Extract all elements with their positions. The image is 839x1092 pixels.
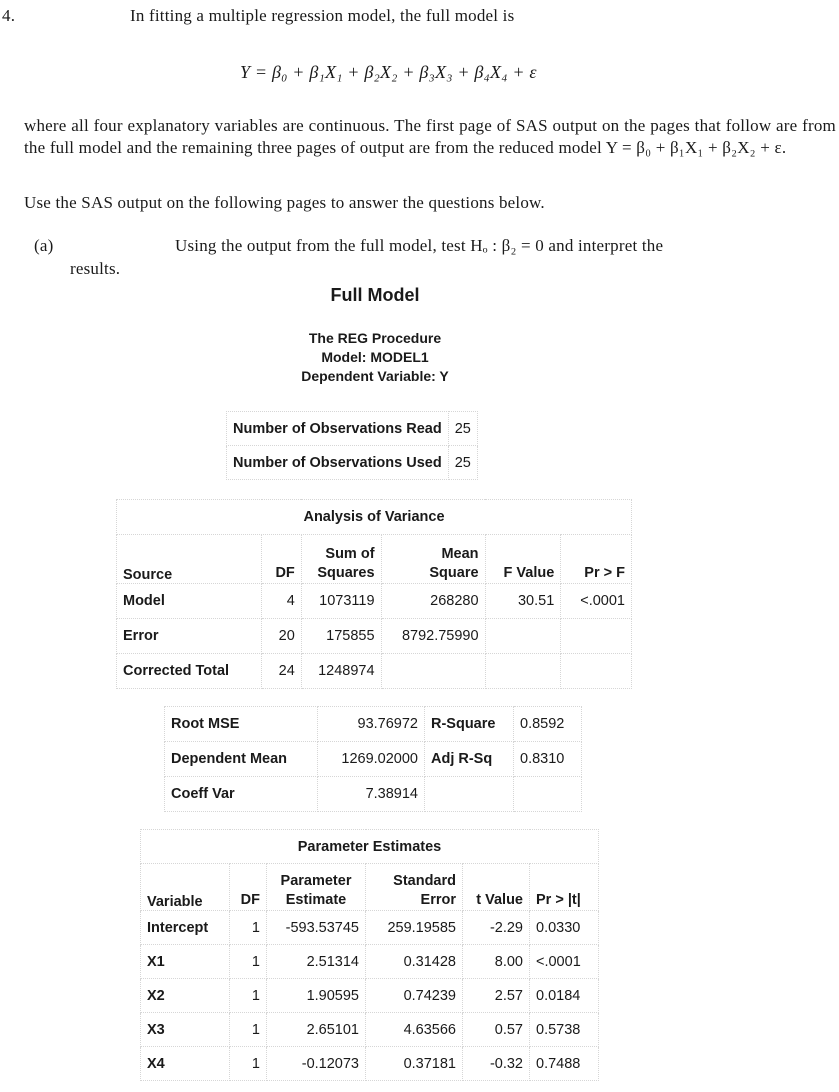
table-row bbox=[117, 654, 632, 689]
param-p: 0.0330 bbox=[530, 911, 599, 945]
param-estimate: -593.53745 bbox=[267, 911, 366, 945]
param-t: -2.29 bbox=[463, 911, 530, 945]
anova-ss: 175855 bbox=[301, 619, 381, 654]
anova-p bbox=[561, 619, 632, 654]
param-t: -0.32 bbox=[463, 1047, 530, 1081]
param-t: 2.57 bbox=[463, 979, 530, 1013]
model-name: Model: MODEL1 bbox=[321, 349, 429, 365]
fit-statistics-table bbox=[164, 706, 582, 812]
obs-value: 25 bbox=[448, 446, 477, 480]
anova-source: Corrected Total bbox=[117, 654, 262, 689]
anova-f bbox=[485, 654, 561, 689]
question-number: 4. bbox=[2, 6, 16, 25]
anova-source: Model bbox=[117, 584, 262, 619]
param-df: 1 bbox=[230, 911, 267, 945]
param-se: 259.19585 bbox=[366, 911, 463, 945]
anova-source: Error bbox=[117, 619, 262, 654]
param-p: 0.5738 bbox=[530, 1013, 599, 1047]
anova-ms bbox=[381, 654, 485, 689]
parameter-estimates-table bbox=[140, 829, 599, 1081]
param-variable: Intercept bbox=[141, 911, 230, 945]
anova-df: 4 bbox=[262, 584, 301, 619]
param-df: 1 bbox=[230, 1013, 267, 1047]
table-row bbox=[117, 619, 632, 654]
fit-value bbox=[514, 777, 582, 812]
table-row bbox=[227, 446, 478, 480]
anova-ms: 268280 bbox=[381, 584, 485, 619]
table-caption-row bbox=[117, 500, 632, 535]
part-a-continuation: results. bbox=[70, 259, 121, 278]
param-t: 8.00 bbox=[463, 945, 530, 979]
param-p: 0.0184 bbox=[530, 979, 599, 1013]
header-df: DF bbox=[262, 535, 301, 584]
param-t: 0.57 bbox=[463, 1013, 530, 1047]
header-mean-square: Mean Square bbox=[381, 535, 485, 584]
anova-p: <.0001 bbox=[561, 584, 632, 619]
param-variable: X4 bbox=[141, 1047, 230, 1081]
table-row bbox=[165, 707, 582, 742]
table-row bbox=[165, 777, 582, 812]
procedure-header bbox=[0, 329, 750, 386]
param-estimate: -0.12073 bbox=[267, 1047, 366, 1081]
anova-table bbox=[116, 499, 632, 689]
table-row bbox=[165, 742, 582, 777]
output-title: Full Model bbox=[330, 285, 420, 305]
header-variable: Variable bbox=[141, 864, 230, 911]
header-source: Source bbox=[117, 535, 262, 584]
param-se: 4.63566 bbox=[366, 1013, 463, 1047]
table-row bbox=[117, 584, 632, 619]
header-pr-t: Pr > |t| bbox=[530, 864, 599, 911]
procedure-name: The REG Procedure bbox=[308, 330, 442, 346]
header-df: DF bbox=[230, 864, 267, 911]
table-row bbox=[141, 1047, 599, 1081]
fit-label: Adj R-Sq bbox=[425, 742, 514, 777]
param-se: 0.37181 bbox=[366, 1047, 463, 1081]
observations-table bbox=[226, 411, 478, 480]
fit-value: 1269.02000 bbox=[318, 742, 425, 777]
obs-value: 25 bbox=[448, 412, 477, 446]
table-header-row bbox=[141, 864, 599, 911]
fit-label: R-Square bbox=[425, 707, 514, 742]
table-row bbox=[141, 911, 599, 945]
table-row bbox=[141, 945, 599, 979]
table-row bbox=[141, 979, 599, 1013]
obs-label: Number of Observations Used bbox=[227, 446, 449, 480]
param-se: 0.31428 bbox=[366, 945, 463, 979]
question-paragraph: where all four explanatory variables are continuous. The first page of SAS output on the pages that follow are from the full model and the remaining three pages of output are from the reduced model Y = β₀ + β₁X₁ + β₂X₂ + ε. bbox=[24, 116, 836, 157]
param-df: 1 bbox=[230, 979, 267, 1013]
table-row bbox=[227, 412, 478, 446]
param-p: 0.7488 bbox=[530, 1047, 599, 1081]
param-estimate: 1.90595 bbox=[267, 979, 366, 1013]
header-sum-of-squares: Sum of Squares bbox=[301, 535, 381, 584]
part-a-text: Using the output from the full model, test Hₒ : β₂ = 0 and interpret the bbox=[175, 236, 664, 255]
obs-label: Number of Observations Read bbox=[227, 412, 449, 446]
table-header-row bbox=[117, 535, 632, 584]
anova-ms: 8792.75990 bbox=[381, 619, 485, 654]
part-a-label: (a) bbox=[34, 236, 54, 255]
fit-value: 7.38914 bbox=[318, 777, 425, 812]
header-t-value: t Value bbox=[463, 864, 530, 911]
header-f-value: F Value bbox=[485, 535, 561, 584]
param-p: <.0001 bbox=[530, 945, 599, 979]
param-variable: X2 bbox=[141, 979, 230, 1013]
fit-label: Coeff Var bbox=[165, 777, 318, 812]
table-caption-row bbox=[141, 830, 599, 864]
dependent-variable: Dependent Variable: Y bbox=[301, 368, 449, 384]
anova-f bbox=[485, 619, 561, 654]
parameters-caption: Parameter Estimates bbox=[141, 830, 599, 864]
anova-caption: Analysis of Variance bbox=[117, 500, 632, 535]
param-estimate: 2.65101 bbox=[267, 1013, 366, 1047]
anova-ss: 1073119 bbox=[301, 584, 381, 619]
anova-p bbox=[561, 654, 632, 689]
full-model-equation: Y = β₀ + β₁X₁ + β₂X₂ + β₃X₃ + β₄X₄ + ε bbox=[240, 62, 537, 82]
anova-ss: 1248974 bbox=[301, 654, 381, 689]
param-variable: X3 bbox=[141, 1013, 230, 1047]
table-row bbox=[141, 1013, 599, 1047]
question-intro: In fitting a multiple regression model, the full model is bbox=[130, 6, 515, 25]
fit-value: 93.76972 bbox=[318, 707, 425, 742]
fit-label: Dependent Mean bbox=[165, 742, 318, 777]
header-standard-error: Standard Error bbox=[366, 864, 463, 911]
param-estimate: 2.51314 bbox=[267, 945, 366, 979]
anova-df: 20 bbox=[262, 619, 301, 654]
param-df: 1 bbox=[230, 945, 267, 979]
param-se: 0.74239 bbox=[366, 979, 463, 1013]
anova-f: 30.51 bbox=[485, 584, 561, 619]
fit-label bbox=[425, 777, 514, 812]
header-pr-f: Pr > F bbox=[561, 535, 632, 584]
fit-value: 0.8592 bbox=[514, 707, 582, 742]
fit-value: 0.8310 bbox=[514, 742, 582, 777]
header-parameter-estimate: Parameter Estimate bbox=[267, 864, 366, 911]
instruction-line: Use the SAS output on the following pages to answer the questions below. bbox=[24, 193, 545, 212]
param-variable: X1 bbox=[141, 945, 230, 979]
anova-df: 24 bbox=[262, 654, 301, 689]
param-df: 1 bbox=[230, 1047, 267, 1081]
fit-label: Root MSE bbox=[165, 707, 318, 742]
